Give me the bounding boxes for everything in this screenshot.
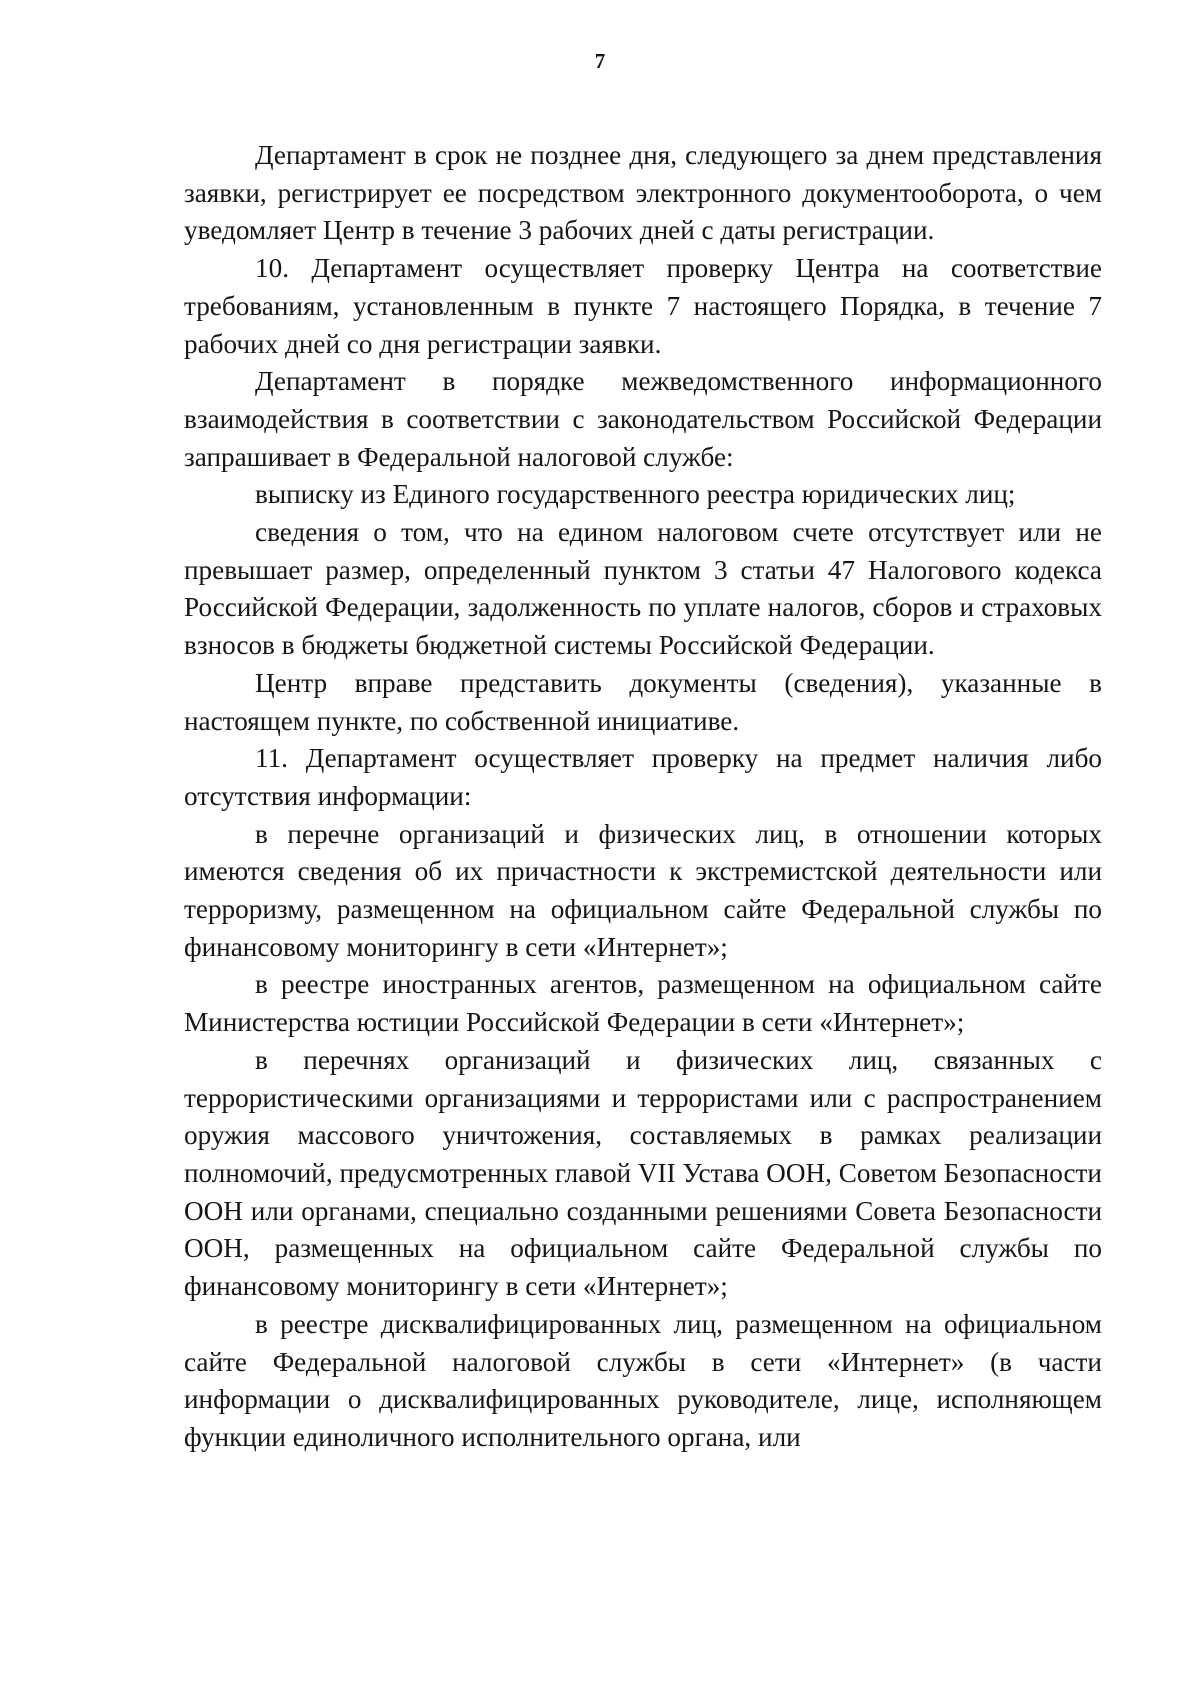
paragraph-egrul-extract: выписку из Единого государственного реестра юридических лиц; (255, 479, 1016, 510)
paragraph-tax-debt-info: сведения о том, что на едином налоговом счете отсутствует или не превышает размер, определенный пунктом 3 статьи 47 Налогового кодекса Российской Федерации, задолженность по уплате налогов, сборов и страховых взносов в бюджеты бюджетной системы Российской Федерации. (184, 517, 1102, 661)
document-body (184, 137, 1102, 1457)
paragraph-extremism-list: в перечне организаций и физических лиц, в отношении которых имеются сведения об их причастности к экстремистской деятельности или терроризму, размещенном на официальном сайте Федеральной службы по финансовому мониторингу в сети «Интернет»; (184, 818, 1102, 962)
paragraph-item-11: 11. Департамент осуществляет проверку на предмет наличия либо отсутствия информации: (184, 743, 1102, 811)
paragraph-own-initiative: Центр вправе представить документы (сведения), указанные в настоящем пункте, по собственной инициативе. (184, 667, 1102, 736)
paragraph-un-terrorism-lists: в перечнях организаций и физических лиц, связанных с террористическими организациями и террористами или с распространением оружия массового уничтожения, составляемых в рамках реализации полномочий, предусмотренных главой VII Устава ООН, Советом Безопасности ООН или органами, специально созданными решениями Совета Безопасности ООН, размещенных на официальном сайте Федеральной службы по финансовому мониторингу в сети «Интернет»; (184, 1044, 1102, 1302)
paragraph-item-10: 10. Департамент осуществляет проверку Центра на соответствие требованиям, установленным в пункте 7 настоящего Порядка, в течение 7 рабочих дней со дня регистрации заявки. (184, 253, 1102, 359)
paragraph-registration: Департамент в срок не позднее дня, следующего за днем представления заявки, регистрирует ее посредством электронного документооборота, о чем уведомляет Центр в течение 3 рабочих дней с даты регистрации. (184, 140, 1102, 246)
paragraph-foreign-agents-registry: в реестре иностранных агентов, размещенном на официальном сайте Министерства юстиции Российской Федерации в сети «Интернет»; (184, 969, 1102, 1038)
paragraph-disqualified-registry: в реестре дисквалифицированных лиц, размещенном на официальном сайте Федеральной налоговой службы в сети «Интернет» (в части информации о дисквалифицированных руководителе, лице, исполняющем функции единоличного исполнительного органа, или (184, 1308, 1102, 1452)
paragraph-interagency-request: Департамент в порядке межведомственного информационного взаимодействия в соответствии с законодательством Российской Федерации запрашивает в Федеральной налоговой службе: (184, 366, 1102, 472)
page-number: 7 (594, 49, 606, 73)
